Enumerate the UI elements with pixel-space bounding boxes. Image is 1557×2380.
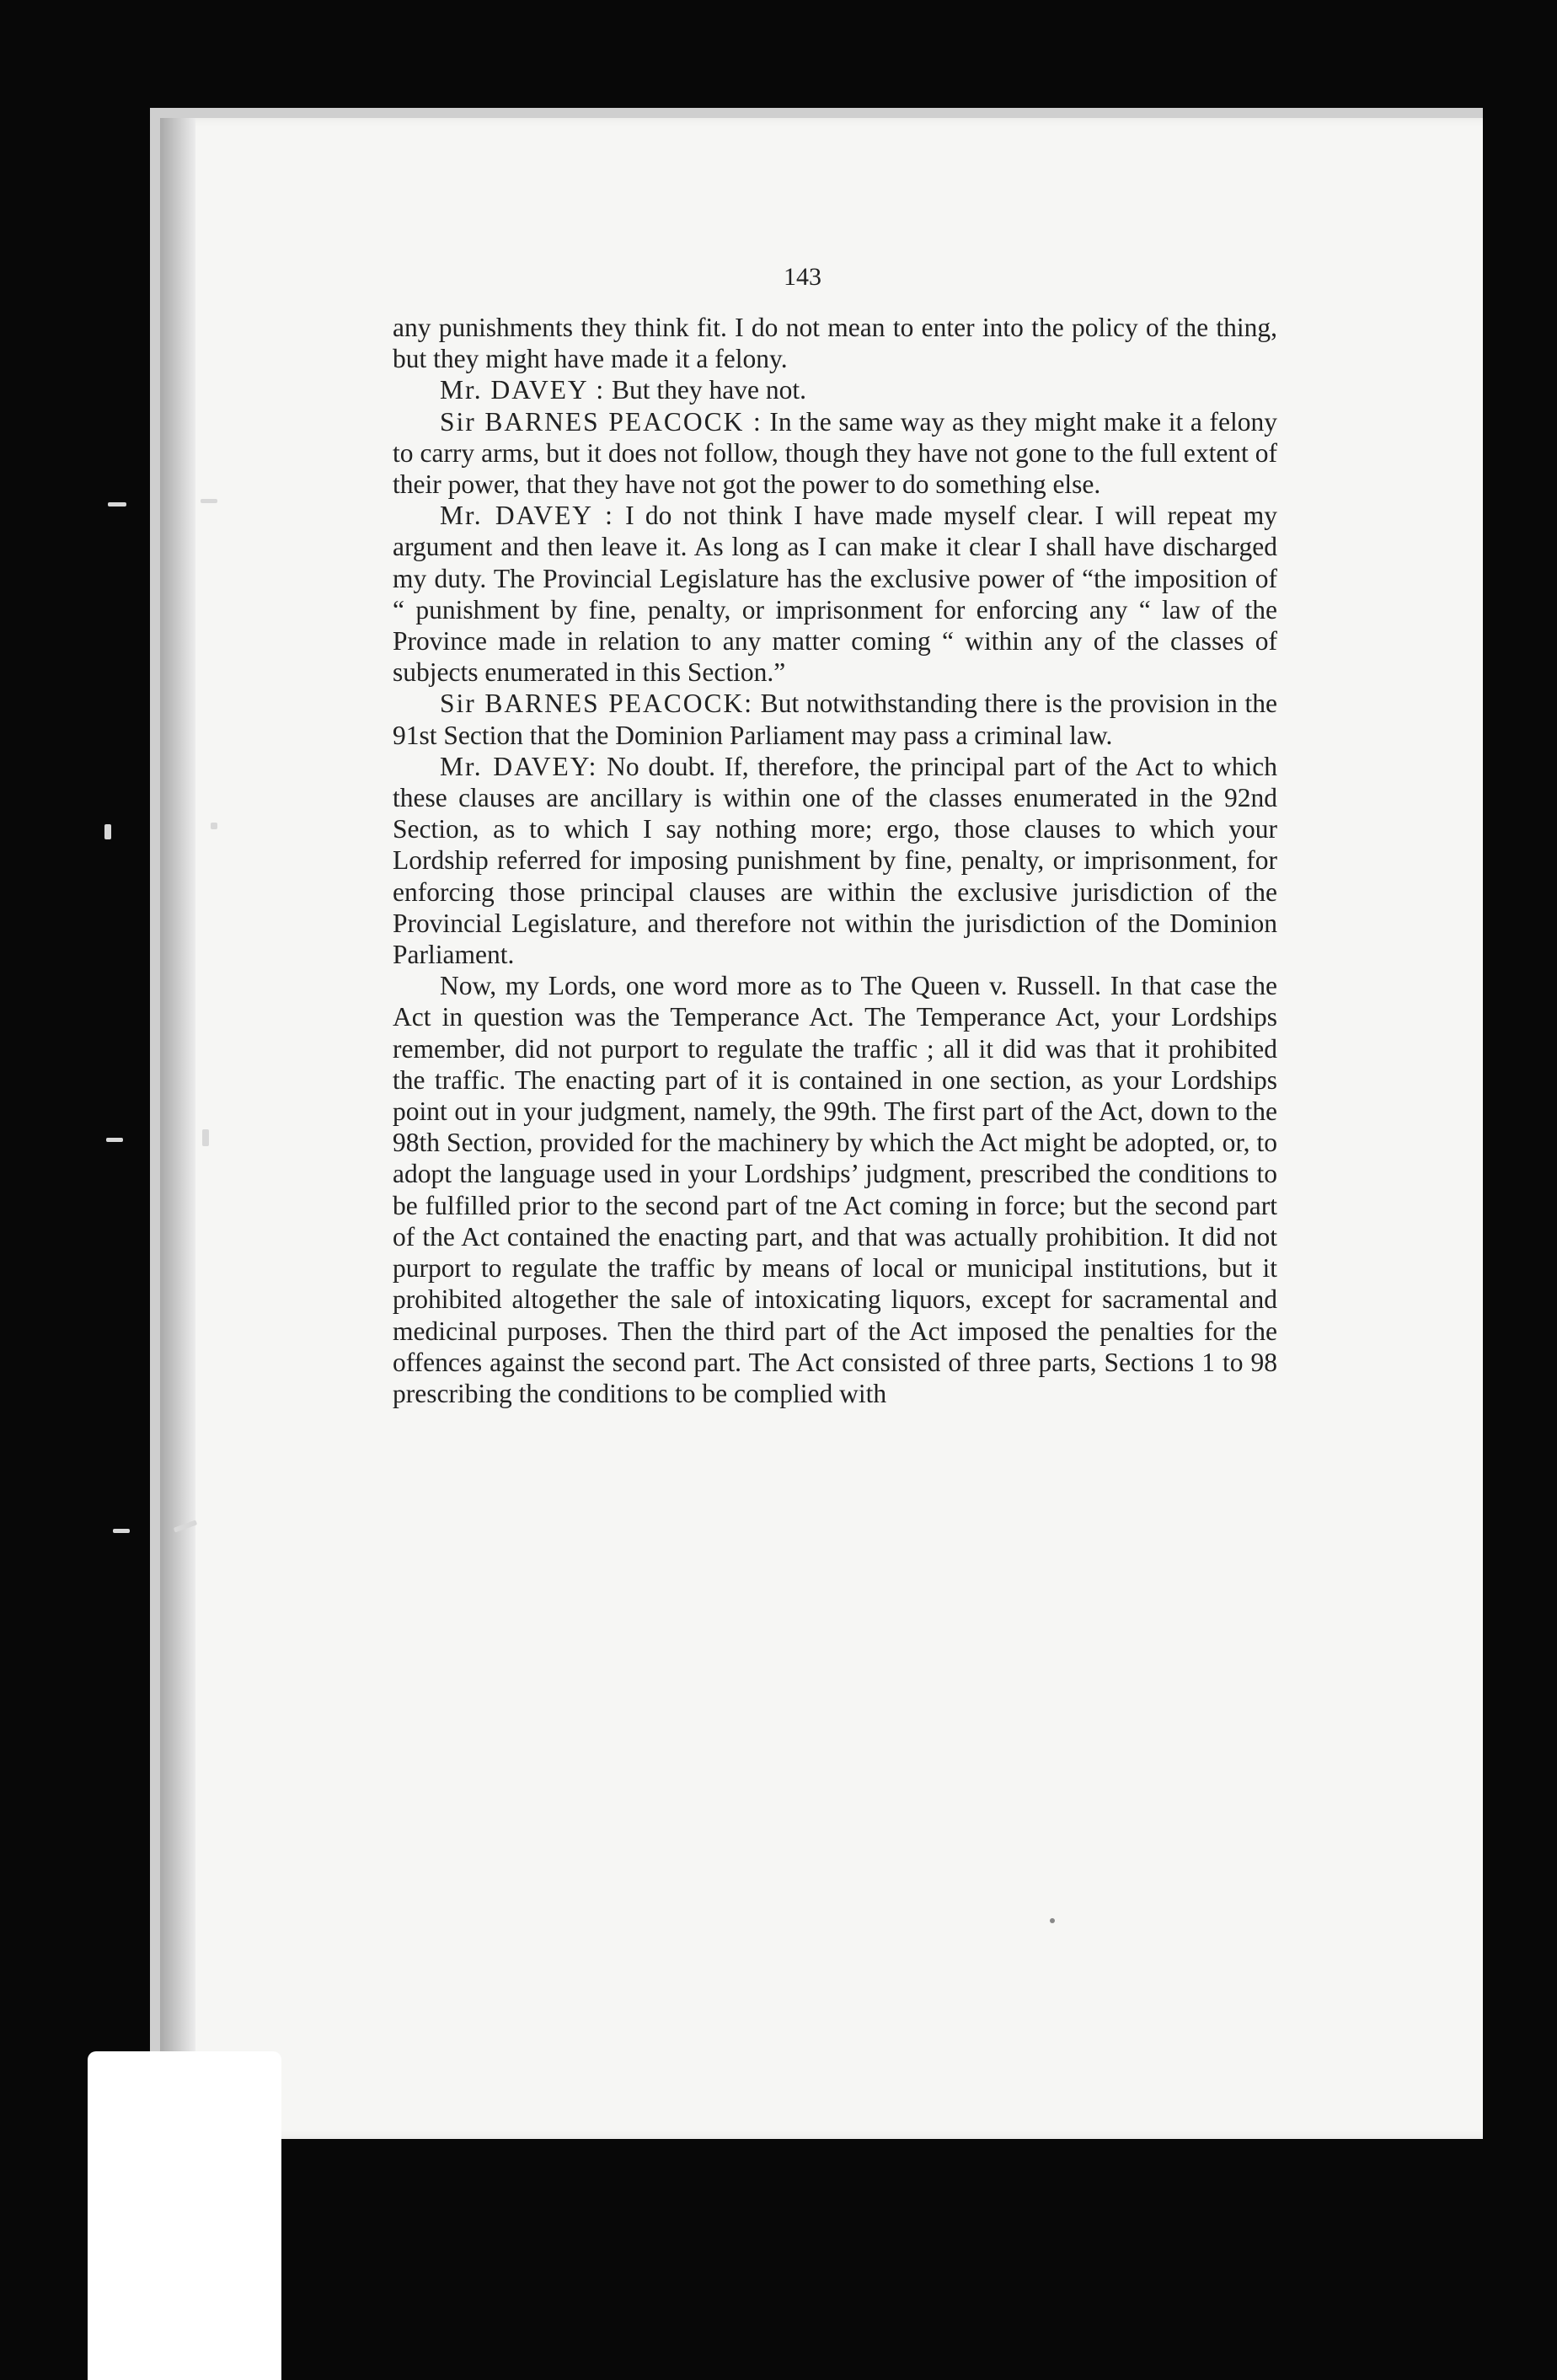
paragraph-text: any punishments they think fit. I do not mean to enter into the policy of the thing, but they might have made it a felony. [393, 313, 1277, 374]
paragraph [393, 374, 1277, 405]
paragraph-text: In the same way as they might make it a felony to carry arms, but it does not follow, though they have not gone to the full extent of their power, that they have not got the power to do something else. [393, 406, 1277, 500]
paragraph-text: I do not think I have made myself clear. I will repeat my argument and then leave it. As long as I can make it clear I shall have discharged my duty. The Provincial Legislature has the exclusive power of “the imposition of “ punishment by fine, penalty, or imprisonment for enforcing any “ law of the Province made in relation to any matter coming “ within any of the classes of subjects enumerated in this Section.” [393, 501, 1277, 688]
film-label-card [88, 2051, 281, 2380]
paragraph [393, 312, 1277, 374]
margin-mark [108, 502, 126, 507]
margin-mark [106, 1138, 123, 1142]
paragraph [393, 751, 1277, 970]
speaker-name: Sir BARNES PEACOCK : [440, 406, 762, 437]
page-number: 143 [784, 263, 821, 291]
paragraph [393, 970, 1277, 1409]
paragraph [393, 406, 1277, 501]
paragraph [393, 688, 1277, 750]
paragraph-text: But notwithstanding there is the provision in the 91st Section that the Dominion Parliament may pass a criminal law. [393, 689, 1277, 750]
margin-mark [104, 824, 111, 839]
paragraph-text: No doubt. If, therefore, the principal part of the Act to which these clauses are ancillary is within one of the classes enumerated in the 92nd Section, as to which I say nothing more; ergo, those clauses to which your Lordship referred for imposing punishment by fine, penalty, or imprisonment, for enforcing those principal clauses are within the exclusive jurisdiction of the Provincial Legislature, and therefore not within the jurisdiction of the Dominion Parliament. [393, 751, 1277, 970]
speaker-name: Sir BARNES PEACOCK: [440, 689, 754, 719]
paragraph [393, 500, 1277, 688]
margin-mark [201, 499, 217, 503]
margin-mark [211, 823, 217, 829]
speaker-name: Mr. DAVEY: [440, 751, 598, 781]
body-text [393, 312, 1277, 1409]
speck [1050, 1918, 1055, 1923]
margin-mark [113, 1529, 130, 1533]
paragraph-text: Now, my Lords, one word more as to The Queen v. Russell. In that case the Act in question was the Temperance Act. The Temperance Act, your Lordships remember, did not purport to regulate the traffic ; all it did was that it prohibited the traffic. The enacting part of it is contained in one section, as your Lordships point out in your judgment, namely, the 99th. The first part of the Act, down to the 98th Section, provided for the machinery by which the Act might be adopted, or, to adopt the language used in your Lordships’ judgment, prescribed the conditions to be fulfilled prior to the second part of tne Act coming in force; but the second part of the Act contained the enacting part, and that was actually prohibition. It did not purport to regulate the traffic by means of local or municipal institutions, but it prohibited altogether the sale of intoxicating liquors, except for sacramental and medicinal purposes. Then the third part of the Act imposed the penalties for the offences against the second part. The Act consisted of three parts, Sections 1 to 98 prescribing the conditions to be complied with [393, 971, 1277, 1408]
margin-mark [202, 1129, 209, 1146]
speaker-name: Mr. DAVEY : [440, 375, 606, 405]
page-binding-gutter [160, 118, 195, 2139]
paragraph-text: But they have not. [605, 375, 806, 405]
speaker-name: Mr. DAVEY : [440, 501, 614, 531]
